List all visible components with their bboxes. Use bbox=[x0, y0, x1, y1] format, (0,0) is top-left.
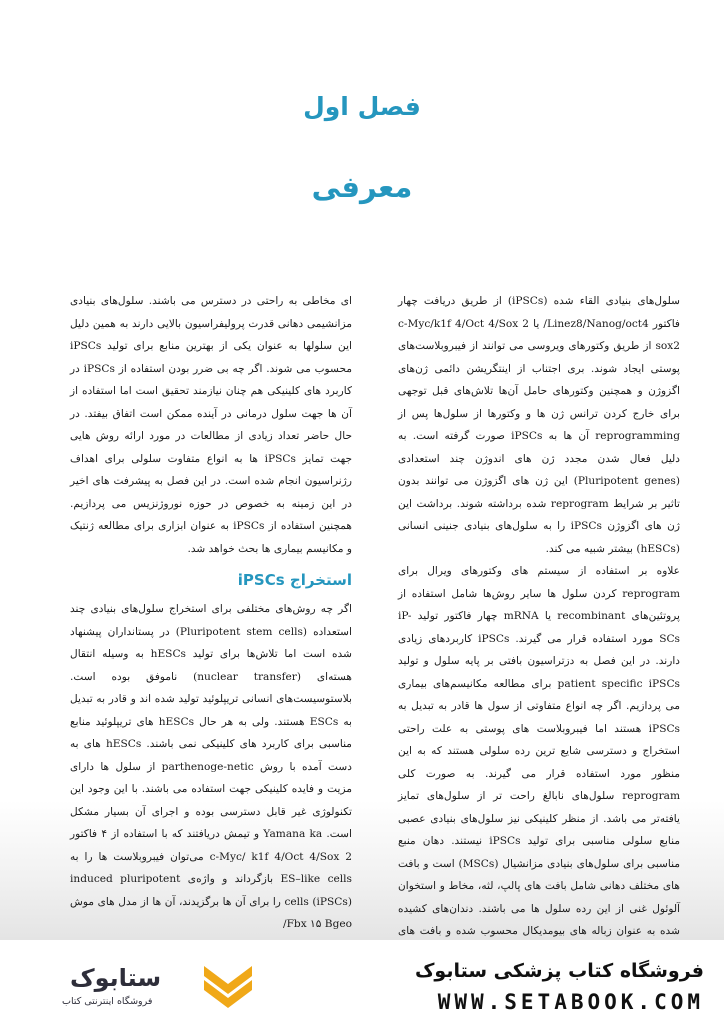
paragraph: علاوه بر استفاده از سیستم های وکتورهای ویرال برای reprogram کردن سلول ها سایر روش‌ها شامل استفاده از پروتئین‌های recombinant یا mRNA چهار فاکتور تولید iP-SCs مورد استفاده قرار می گیرند. iPSCs کاربردهای زیادی دارند. در این فصل به دزتراسیون بافتی بر پایه سلول و تولید patient specific iPSCs برای مطالعه مکانیسم‌های بیماری می پردازیم. اگر چه انواع متفاوتی از سول ها قادر به تبدیل به iPSCs هستند اما فیبروبلاست های پوستی به علت راحتی استخراج و دسترسی شایع ترین رده سلولی هستند که به این منظور مورد استفاده قرار می گیرند. به صورت کلی reprogram سلول‌های نابالغ راحت تر از سلول‌های تمایز یافته‌تر می باشد. از منظر کلینیکی نیز سلول‌های بنیادی عصبی منابع سلولی مناسبی برای تولید iPSCs نیستند. دهان منبع مناسبی برای سلول‌های بنیادی مزانشیال (MSCs) است و بافت های مختلف دهانی شامل بافت های پالپ، لثه، مخاط و استخوان آلوئول غنی از این رده سلول ها می باشند. دندان‌های کشیده شده به عنوان زباله های بیومدیکال محسوب شده و بافت های bbox=[398, 565, 680, 937]
logo-tagline: فروشگاه اینترنتی کتاب bbox=[62, 996, 153, 1007]
store-url[interactable]: WWW.SETABOOK.COM bbox=[437, 990, 704, 1014]
paragraph: ای مخاطی به راحتی در دسترس می باشند. سلول‌های بنیادی مزانشیمی دهانی قدرت پرولیفراسیون بالایی دارند به همین دلیل این سلولها به عنوان یکی از بهترین منابع برای تولید iPSCs محسوب می شوند. اگر چه بی ضرر بودن استفاده از iPSCs در کاربرد های کلینیکی هم چنان نیازمند تحقیق است اما استفاده از آن ها جهت سلول درمانی در آینده ممکن است اتفاق بیفتد. در حال حاضر تعداد زیادی از مطالعات در مورد ارائه روش هایی جهت تمایز iPSCs ها به انواع متفاوت سلولی برای اهداف رژنراسیون انجام شده است. در این فصل به پیشرفت های اخیر در این زمینه به خصوص در حوزه نوروژنزیس می پردازیم. همچنین استفاده از iPSCs به عنوان ابزاری برای مطالعه ژنتیک و مکانیسم بیماری ها بحث خواهد شد. bbox=[70, 295, 352, 555]
chevron-stack-icon bbox=[200, 958, 256, 1014]
right-column bbox=[398, 290, 680, 965]
left-column bbox=[70, 290, 352, 936]
chapter-subtitle: معرفی bbox=[311, 170, 413, 204]
section-heading: استخراج iPSCs bbox=[237, 571, 352, 589]
logo-name: ستابوک bbox=[70, 964, 162, 992]
store-name: فروشگاه کتاب پزشکی ستابوک bbox=[414, 960, 704, 982]
chapter-title: فصل اول bbox=[303, 92, 421, 121]
paragraph: اگر چه روش‌های مختلفی برای استخراج سلول‌های بنیادی چند استعداده (Pluripotent stem cells) در پستانداران پیشنهاد شده است اما تلاش‌ها برای تولید hESCs به وسیله انتقال هسته‌ای (nuclear transfer) ناموفق بوده است. بلاستوسیست‌های انسانی تریپلوئید تولید شده اند و قادر به تبدیل به ESCs هستند. ولی به هر حال hESCs های تریپلوئید منابع مناسبی برای کاربرد های کلینیکی نمی باشند. hESCs های به دست آمده با روش parthenoge-netic از سلول ها دارای مزیت و فایده کلینیکی جهت استفاده می باشند. با این وجود این تکنولوژی غیر قابل دسترسی بوده و اجرای آن بسیار مشکل است. Yamana ka و تیمش دریافتند که با استفاده از ۴ فاکتور c-Myc/ k1f 4/Oct 4/Sox 2 می‌توان فیبروبلاست ها را به ES–like cells بازگرداند و واژه‌ی induced pluripotent cells (iPSCs) را برای آن ها برگزیدند، آن ها از مدل های موش Fbx ۱۵ Bgeo/ bbox=[70, 603, 352, 930]
setabook-logo[interactable] bbox=[40, 958, 300, 1014]
paragraph: سلول‌های بنیادی القاء شده (iPSCs) از طریق دریافت چهار فاکتور Linez8/Nanog/oct4/ یا c-Myc/k1f 4/Oct 4/Sox 2 sox2 از طریق وکتورهای ویروسی می توانند از فیبروبلاست‌های پوستی ایجاد شوند. بری اجتناب از اینتگریشن دائمی ژن‌های اگزوژن و همچنین وکتورهای حامل آن‌ها تلاش‌های قبل توجهی برای خارج کردن ترانس ژن ها و وکتورها از سلول‌ها پس از reprogramming آن ها به iPSCs صورت گرفته است. به دلیل فعال شدن مجدد ژن های اندوژن چند استعدادی (Pluripotent genes) این ژن های اگزوژن می توانند بدون تاثیر بر شرایط reprogram شده برداشته شوند. برداشت این ژن های اگزوژن iPSCs را به سلول‌های بنیادی جنینی انسانی (hESCs) بیشتر شبیه می کند. bbox=[398, 295, 681, 555]
